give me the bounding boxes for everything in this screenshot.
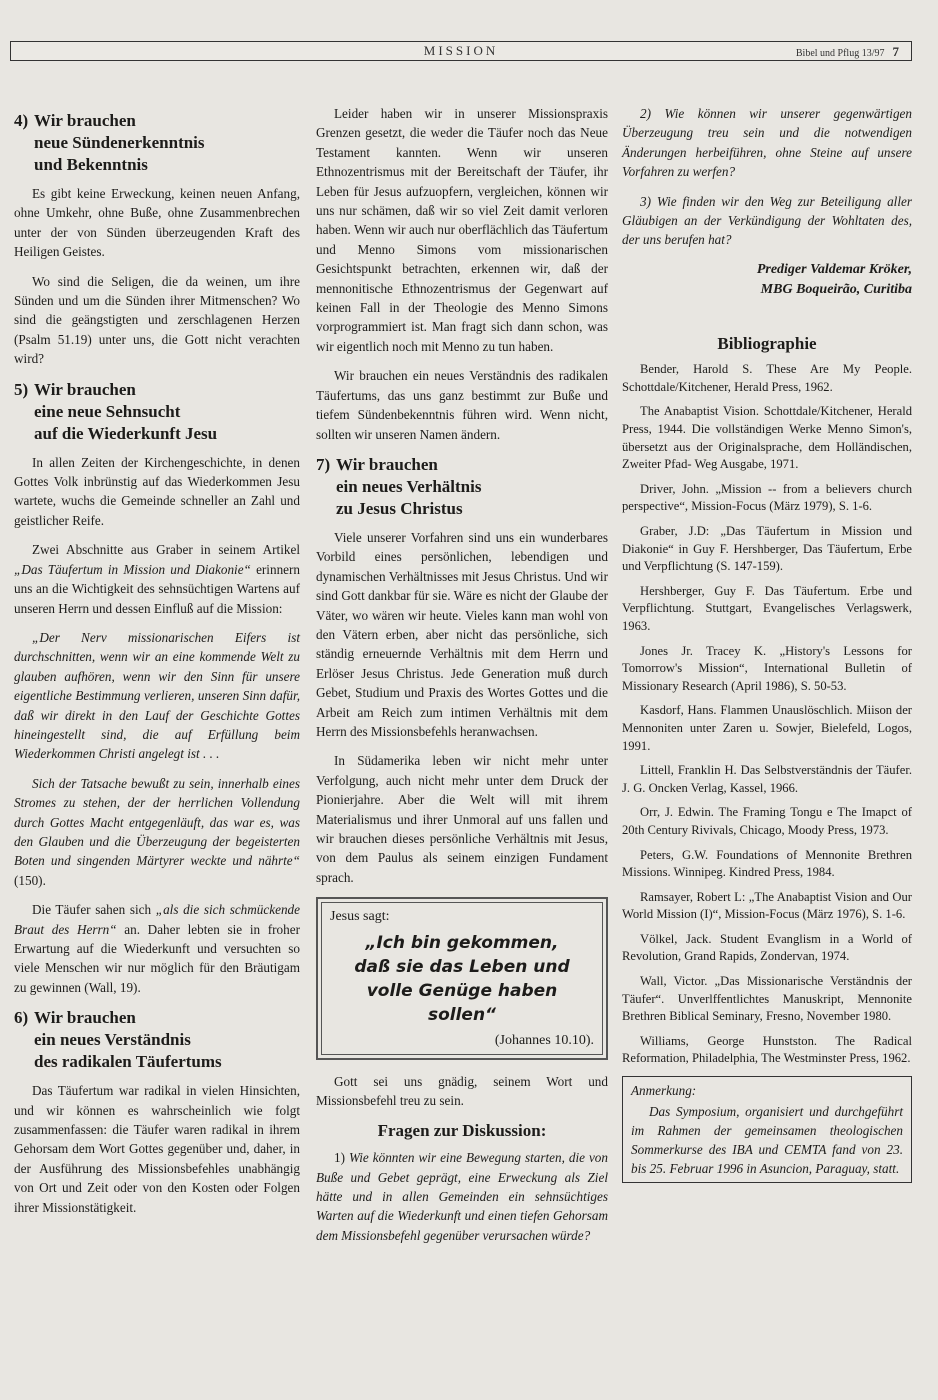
quote-2: Sich der Tatsache bewußt zu sein, innerhalb eines Stromes zu stehen, der der herrlichen Vollendung durch Gottes Macht entgegenläuft, das war es, was den Glauben und die Überzeugung der begeisterten Boten und singenden Märtyrer weckte und nährte“ (150). <box>14 775 300 888</box>
bib-entry: Bender, Harold S. These Are My People. Schottdale/Kitchener, Herald Press, 1962. <box>622 362 912 394</box>
heading-4: 4) Wir brauchen neue Sündenerkenntnis und Bekenntnis <box>14 111 205 174</box>
paragraph: In allen Zeiten der Kirchengeschichte, in denen Gottes Volk inbrünstig auf das Wiederkommen Jesu wartete, wuchs die Gemeinde schneller an Zahl und geistlicher Reife. <box>14 454 300 528</box>
paragraph: Zwei Abschnitte aus Graber in seinem Artikel „Das Täufertum in Mission und Diakonie“ erinnern uns an die Wichtigkeit des sehnsüchtigen Wartens auf unseren Herrn und dessen Einfluß auf die Mission: <box>14 542 300 616</box>
column-1 <box>14 104 300 1227</box>
bib-entry: Driver, John. „Mission -- from a believers church perspective“, Mission-Focus (März 1979), S. 1-6. <box>622 481 912 514</box>
heading-7: 7) Wir brauchen ein neues Verhältnis zu Jesus Christus <box>316 454 482 518</box>
bib-entry: Wall, Victor. „Das Missionarische Verständnis der Täufer“. Unverlffentlichtes Manuskript, Mennonite Brethren Biblical Seminary, Fresno, November 1980. <box>622 974 912 1024</box>
page-number: 7 <box>892 44 899 59</box>
bib-entry: Jones Jr. Tracey K. „History's Lessons for Tomorrow's Mission“, International Bulletin of Missionary Research (April 1986), S. 50-53. <box>622 643 912 693</box>
question-1: 1) Wie könnten wir eine Bewegung starten, die von Buße und Gebet geprägt, eine Erweckung als Ziel hätte und in allen Gemeinden ein sehnsüchtiges Warten auf die Wiederkunft und einen tiefen Gehorsam dem Missionsbefehl gegenüber verursachen würde? <box>316 1150 608 1243</box>
paragraph: Die Täufer sahen sich „als die sich schmückende Braut des Herrn“ an. Daher lebten sie in froher Erwartung auf die Wiederkunft und versuchten so viele Menschen wir nur möglich für den Bräutigam zu gewinnen (Wall, 19). <box>14 902 300 995</box>
note-body: Das Symposium, organisiert und durchgeführt im Rahmen der gemeinsamen theologischen Sommerkurse des IBA und CEMTA fand von 23. bis 25. Februar 1996 in Asuncion, Paraguay, statt. <box>631 1104 903 1177</box>
note-box <box>622 1076 912 1183</box>
paragraph: Wo sind die Seligen, die da weinen, um ihre Sünden und um die Sünden ihrer Mitmenschen? Wo sind die geängstigten und zerschlagenen Herzen (Psalm 51.19) unter uns, die Gott nicht verachten wird? <box>14 273 300 367</box>
column-3 <box>622 104 912 1183</box>
page-header <box>10 41 912 61</box>
heading-6: 6) Wir brauchen ein neues Verständnis des radikalen Täufertums <box>14 1008 222 1072</box>
quote-1: „Der Nerv missionarischen Eifers ist durchschnitten, wenn wir an eine kommende Welt zu glauben aufhören, wenn wir den Sinn für unsere eigentliche Bestimmung verlieren, unseren Sinn dafür, daß wir direkt in den Lauf der Geschichte Gottes hineingestellt sind, die auf Erfüllung beim Wiederkommen Christi angelegt ist . . . <box>14 629 300 762</box>
bib-entry: Hershberger, Guy F. Das Täufertum. Erbe und Verpflichtung. Stuttgart, Evangelisches Verlagswerk, 1963. <box>622 583 912 633</box>
bibliography-heading: Bibliographie <box>717 333 817 353</box>
bib-entry: Kasdorf, Hans. Flammen Unauslöschlich. Miison der Mennoniten unter Zaren u. Sowjer, Bielefeld, Logos, 1991. <box>622 703 912 753</box>
paragraph: Gott sei uns gnädig, seinem Wort und Missionsbefehl treu zu sein. <box>316 1074 608 1109</box>
paragraph: In Südamerika leben wir nicht mehr unter Verfolgung, auch nicht mehr unter dem Druck der Pionierjahre. Aber die Welt will mit ihrem Materialismus und ihrer Unmoral auf uns fallen und wir brauchen dieses persönliche Verhältnis mit Jesus, von dem Paulus als seinem einzigen Fundament sprach. <box>316 753 608 885</box>
paragraph: Es gibt keine Erweckung, keinen neuen Anfang, ohne Umkehr, ohne Buße, ohne Zusammenbrechen unter der von Sünden überzeugenden Kraft des Heiligen Geistes. <box>14 186 300 260</box>
note-title: Anmerkung: <box>631 1083 697 1099</box>
author-signature: Prediger Valdemar Kröker, MBG Boqueirão, Curitiba <box>756 261 912 297</box>
header-info <box>796 44 899 60</box>
questions-heading: Fragen zur Diskussion: <box>377 1120 547 1140</box>
question-3: 3) Wie finden wir den Weg zur Beteiligung aller Gläubigen an der Verkündigung der Wohltaten des, der uns berufen hat? <box>622 193 912 248</box>
bib-entry: Völkel, Jack. Student Evanglism in a World of Revolution, Grand Rapids, Zondervan, 1974. <box>622 931 912 964</box>
quote-box <box>316 897 608 1060</box>
quote-reference: (Johannes 10.10). <box>494 1032 594 1048</box>
bib-entry: The Anabaptist Vision. Schottdale/Kitchener, Herald Press, 1944. Die vollständigen Werke Menno Simon's, übersetzt aus der Originalsprache, dem Holländischen, Zweiter Pfad- Weg Ausgabe, 1971. <box>622 404 912 472</box>
bib-entry: Ramsayer, Robert L: „The Anabaptist Vision and Our World Mission (I)“, Mission-Focus (März 1976), S. 1-6. <box>622 889 912 922</box>
section-title: MISSION <box>423 43 499 58</box>
bib-entry: Littell, Franklin H. Das Selbstverständnis der Täufer. J. G. Oncken Verlag, Kassel, 1966. <box>622 763 912 795</box>
paragraph: Leider haben wir in unserer Missionspraxis Grenzen gesetzt, die weder die Täufer noch das Neue Testament kannten. Wenn wir unseren Ethnozentrismus mit der Bereitschaft der Täufer, ihr Leben für Jesus aufzuopfern, vergleichen, können wir uns nur schämen, daß wir so viel Zeit damit verloren haben. Wenn wir auch nur oberflächlich das Täufertum und Menno Simons vom missionarischen Gesichtspunkt betrachten, erkennen wir, daß der mennonitische Ethnozentrismus der Gegenwart auf keinen Fall in der Theologie des Menno Simons vorprogrammiert ist. Man fragt sich dann schon, was wir eigentlich noch mit Menno zu tun haben. <box>316 106 608 354</box>
bib-entry: Peters, G.W. Foundations of Mennonite Brethren Missions. Winnipeg. Kindred Press, 1984. <box>622 847 912 880</box>
bib-entry: Orr, J. Edwin. The Framing Tongu e The Imapct of 20th Century Rivivals, Chicago, Moody Press, 1973. <box>622 805 912 837</box>
column-2 <box>316 104 608 1255</box>
question-2: 2) Wie können wir unserer gegenwärtigen Überzeugung treu sein und die notwendigen Änderungen herbeiführen, ohne Steine auf unsere Vorfahren zu werfen? <box>622 106 912 180</box>
paragraph: Wir brauchen ein neues Verständnis des radikalen Täufertums, das uns ganz bestimmt zur Buße und tiefem Sündenbekenntnis führen wird. Wenn nicht, sollten wir unseren Namen ändern. <box>316 368 608 442</box>
bibliography-list <box>622 361 912 1068</box>
publication-name: Bibel und Pflug 13/97 <box>795 48 885 59</box>
heading-5: 5) Wir brauchen eine neue Sehnsucht auf die Wiederkunft Jesu <box>14 379 218 443</box>
paragraph: Das Täufertum war radikal in vielen Hinsichten, und wir können es wahrscheinlich wie folgt zusammenfassen: die Täufer waren radikal in ihrem Gehorsam dem Wort Gottes gegenüber und, daher, in der Ausführung des Missionsbefehles unabhängig von Ort und Zeit oder von den Kosten oder Folgen ihrer Missionstätigkeit. <box>14 1083 300 1215</box>
quote-text: „Ich bin gekommen, daß sie das Leben und volle Genüge haben sollen“ <box>354 932 570 1025</box>
bib-entry: Graber, J.D: „Das Täufertum in Mission und Diakonie“ in Guy F. Hershberger, Das Täufertum, Erbe und Verpflichtung (S. 147-159). <box>622 524 912 574</box>
paragraph: Viele unserer Vorfahren sind uns ein wunderbares Vorbild eines persönlichen, lebendigen und dynamischen Verhältnisses mit Jesus Christus. Und wir sind Gott dankbar für sie. Wäre es nicht der Glaube der Väter, wo wären wir heute. Vieles kann man wohl von den Vätern erben, aber nicht das persönliche, sich ständig erneuernde Verhältnis mit dem Herrn und Erlöser Jesus Christus. Jede Generation muß durch Gebet, Studium und Praxis des Wortes Gottes und die Arbeit am Reich zum intimen Verhältnis mit dem Herrn des Missionsbefehls heranwachsen. <box>316 529 608 739</box>
bib-entry: Williams, George Hunstston. The Radical Reformation, Philadelphia, The Westminster Press, 1962. <box>622 1033 912 1066</box>
quote-speaker: Jesus sagt: <box>330 909 390 925</box>
